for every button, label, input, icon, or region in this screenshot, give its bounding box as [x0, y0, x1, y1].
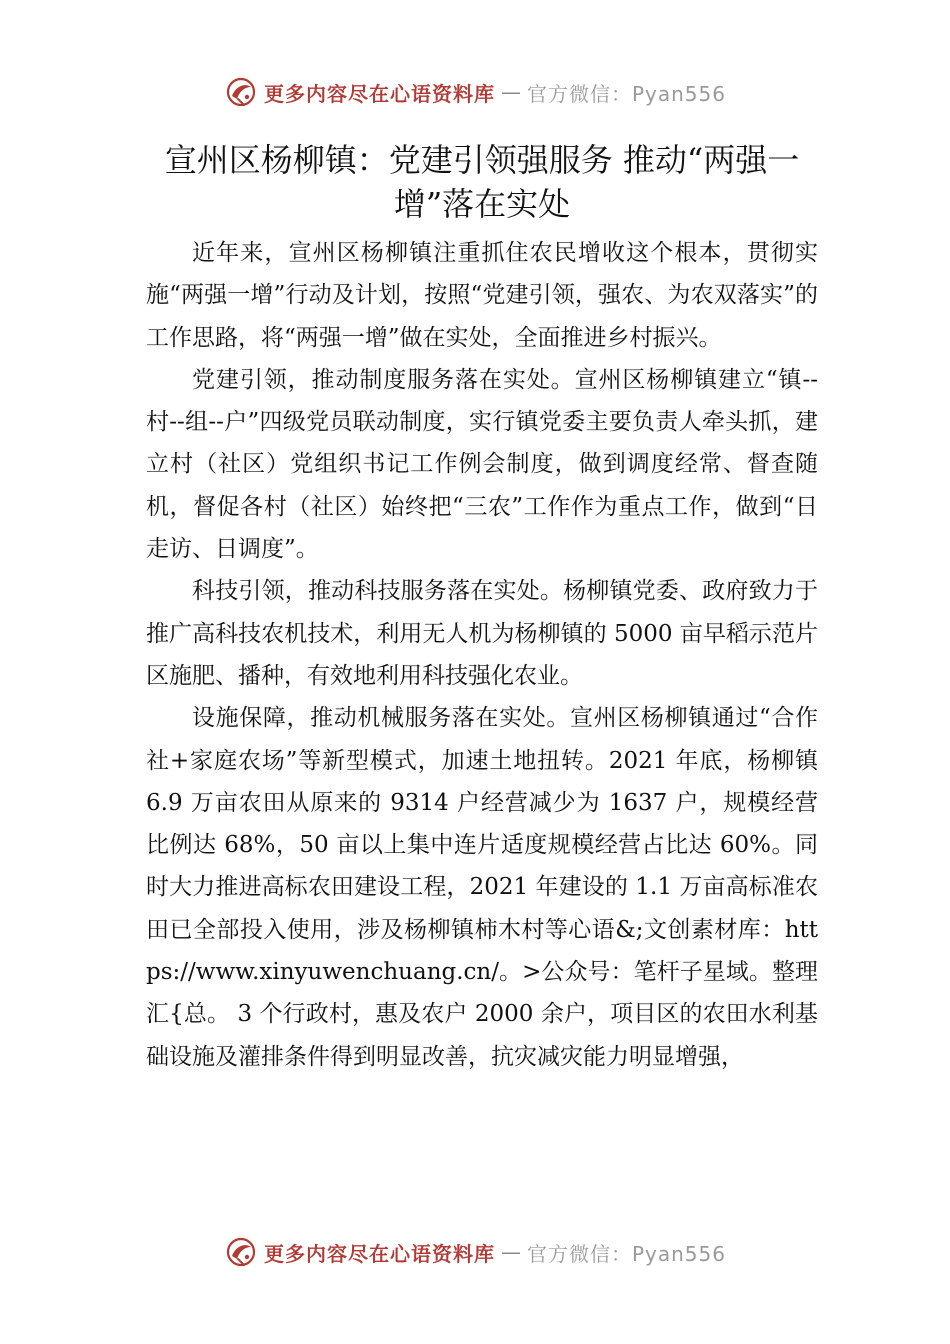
- watermark-text: 更多内容尽在心语资料库: [263, 81, 495, 106]
- watermark-contact: 官方微信：Pyan556: [526, 81, 726, 106]
- watermark-text: 更多内容尽在心语资料库: [263, 1241, 495, 1266]
- paragraph: 党建引领，推动制度服务落在实处。宣州区杨柳镇建立“镇--村--组--户”四级党员联动制度，实行镇党委主要负责人牵头抓，建立村（社区）党组织书记工作例会制度，做到调度经常、督查随机，督促各村（社区）始终把“三农”工作作为重点工作，做到“日走访、日调度”。: [146, 366, 818, 563]
- document-body: [146, 138, 818, 1078]
- watermark-separator: —: [500, 80, 521, 104]
- paragraph: 设施保障，推动机械服务落在实处。宣州区杨柳镇通过“合作社+家庭农场”等新型模式，加速土地扭转。2021 年底，杨柳镇 6.9 万亩农田从原来的 9314 户经营减少为 1637 户，规模经营比例达 68%，50 亩以上集中连片适度规模经营占比达 60%。同时大力推进高标农田建设工程，2021 年建设的 1.1 万亩高标准农田已全部投入使用，涉及杨柳镇柿木村等心语&;文创素材库：https://www.xinyuwenchuang.cn/。>公众号：笔杆子星域。整理汇{总。 3 个行政村，惠及农户 2000 余户，项目区的农田水利基础设施及灌排条件得到明显改善，抗灾减灾能力明显增强，: [146, 705, 818, 1070]
- watermark-header: [0, 72, 950, 112]
- brand-logo-icon: [224, 75, 258, 109]
- document-title: 宣州区杨柳镇：党建引领强服务 推动“两强一增”落在实处: [164, 141, 800, 223]
- brand-logo-icon: [224, 1235, 258, 1269]
- watermark-separator: —: [500, 1240, 521, 1264]
- watermark-footer: [0, 1232, 950, 1272]
- watermark-contact: 官方微信：Pyan556: [526, 1241, 726, 1266]
- paragraph: 科技引领，推动科技服务落在实处。杨柳镇党委、政府致力于推广高科技农机技术，利用无人机为杨柳镇的 5000 亩早稻示范片区施肥、播种，有效地利用科技强化农业。: [146, 578, 818, 689]
- paragraph: 近年来，宣州区杨柳镇注重抓住农民增收这个根本，贯彻实施“两强一增”行动及计划，按照“党建引领，强农、为农双落实”的工作思路，将“两强一增”做在实处，全面推进乡村振兴。: [146, 240, 818, 351]
